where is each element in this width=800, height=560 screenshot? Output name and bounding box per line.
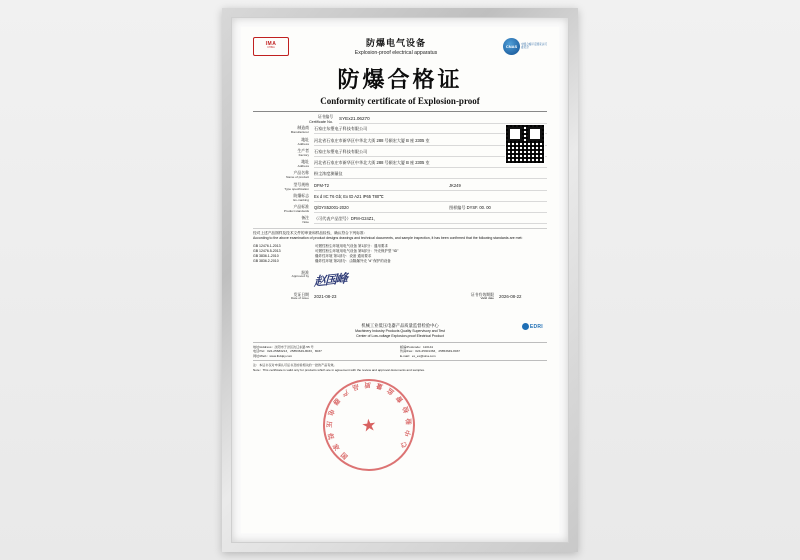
date-of-issue-label-cn: 发证日期 (293, 291, 309, 297)
date-of-issue-label-en: Date of issue (290, 296, 309, 301)
ima-logo-icon (253, 37, 289, 56)
seal-char: 量 (375, 381, 385, 391)
contact-fax: 传真/Fax：024-25301363、25853649-8037 (400, 349, 461, 354)
drawing-number-block (449, 205, 547, 211)
field-value-product-standards (314, 205, 547, 213)
field-label-factory (253, 149, 314, 158)
seal-ring-text (320, 376, 418, 474)
standard-code: GB 12476.5-2013 (253, 248, 281, 253)
contact-web: 网址/Web：www.lbdqky.com (253, 353, 293, 358)
field-row-ex-marking (253, 194, 547, 203)
standard-name: 可燃性粉尘环境用电气设备 第5部分：外壳保护型 "tD" (315, 248, 399, 253)
field-value-manufacturer: 石家庄东塑电子科技有限公司 (314, 126, 547, 134)
certificate-number-label-en: Certificate No. (308, 119, 333, 124)
contact-column-right (400, 345, 547, 358)
ima-logo-text: IMA (265, 40, 277, 47)
issuing-org-cn: 机械工业低压电器产品质量监督检验中心 (361, 323, 439, 329)
seal-char: 家 (330, 443, 340, 453)
seal-char: 压 (324, 420, 333, 428)
contact-postcode: 邮编/Postcode：110141 (400, 344, 434, 349)
seal-char: 中 (404, 429, 413, 438)
field-label-en: Factory (298, 152, 309, 157)
standard-code: GB 3836.1-2010 (253, 254, 279, 258)
standard-name: 爆炸性环境 第2部分：由隔爆外壳 "d" 保护的设备 (315, 259, 391, 264)
declaration-block (253, 228, 547, 241)
qr-code-icon (505, 124, 545, 164)
standard-item (253, 259, 547, 264)
field-row-product-name (253, 171, 547, 180)
seal-char: 产 (340, 387, 350, 398)
contact-block (253, 342, 547, 358)
drawing-number-value: DYSF. 00. 00 (466, 205, 491, 211)
field-label-note (253, 216, 314, 225)
standard-name: 爆炸性环境 第1部分：设备 通用要求 (315, 254, 372, 258)
valid-date-label-cn: 证书有效期限 (470, 291, 494, 297)
date-of-issue-value: 2021-08-23 (314, 293, 337, 299)
field-label-en: Address (297, 141, 309, 146)
field-label-en: Product standards (283, 208, 309, 213)
header-title-cn: 防爆电气设备 (365, 38, 426, 48)
field-label-cn: 型号规格 (293, 181, 309, 187)
standard-name: 可燃性粉尘环境用电气设备 第1部分：通用要求 (315, 243, 388, 248)
field-label-cn: 产品标准 (293, 204, 309, 210)
field-label-cn: 防爆标志 (293, 192, 309, 198)
cnas-logo-text: 中国合格评定国家认可委员会 (521, 42, 547, 49)
seal-char: 验 (405, 418, 413, 425)
field-row-address-1 (253, 138, 547, 147)
approval-row (253, 271, 547, 288)
ima-logo-subtext: CHINA (267, 46, 275, 50)
field-label-type-specification (253, 183, 314, 192)
main-title-en: Conformity certificate of Explosion-proof (320, 96, 480, 106)
edri-logo-mark (522, 323, 529, 330)
standard-code: GB 3836.2-2010 (253, 259, 279, 264)
field-row-address-2 (253, 160, 547, 169)
seal-star-icon: ★ (360, 414, 378, 436)
edri-logo-icon (522, 323, 543, 330)
field-value-address-1: 河北省石家庄市新华区中华北大街 288 号颐宏大厦 B 座 2305 室 (314, 138, 547, 146)
valid-date-value: 2026-08-22 (499, 293, 522, 299)
field-label-cn: 备注 (301, 215, 309, 221)
field-label-cn: 生产者 (297, 147, 309, 153)
certificate-document (241, 27, 559, 533)
field-label-address-1 (253, 138, 314, 147)
approver-signature: 赵国峰 (313, 270, 348, 289)
standard-code: GB 12476.1-2013 (253, 243, 281, 248)
declaration-en: According to the above examination of product designs drawings and technical documents, and sample inspection, it has been confirmed that the following standards are met: (253, 236, 523, 241)
header-title-block (289, 36, 503, 56)
field-label-product-standards (253, 205, 314, 214)
seal-char: 电 (325, 407, 335, 417)
certificate-number-value: SYEx21.06270 (339, 115, 547, 124)
certificate-frame (222, 8, 578, 552)
field-value-type-specification (314, 183, 547, 191)
issuing-org-en-1: Machinery Industry Products Quality Supervisory and Test (355, 329, 445, 334)
certificate-number-label (297, 115, 333, 124)
issuing-organization (253, 323, 547, 338)
type-specification-secondary: JK249 (449, 182, 461, 188)
field-row-note (253, 216, 547, 225)
seal-char: 督 (395, 394, 405, 404)
footer-note-en: Note：This certificate is valid only for products which are in agreement with the review and approval documents and samples. (253, 367, 425, 372)
seal-char: 低 (325, 432, 335, 441)
seal-char: 质 (364, 380, 371, 389)
frame-inner-mat (231, 17, 569, 543)
field-label-cn: 地址 (301, 136, 309, 142)
field-label-product-name (253, 171, 314, 180)
valid-date-label-en: Valid date (480, 296, 494, 301)
field-label-cn: 产品名称 (293, 170, 309, 176)
field-label-manufacturer (253, 126, 314, 135)
drawing-number-label-cn: 图样编号 (449, 205, 466, 211)
approved-by-label-cn: 批准 (301, 269, 309, 275)
approved-by-label (253, 271, 314, 280)
header-title-en: Explosion-proof electrical apparatus (354, 50, 438, 56)
seal-char: 检 (402, 405, 411, 414)
contact-address: 地址/Address：沈阳市于洪区沈辽东路 55 号 (253, 344, 314, 349)
field-value-note: （可代表产品型号）DFM-G24Z1、 (314, 216, 547, 224)
main-title-cn: 防爆合格证 (337, 68, 463, 93)
seal-char: 监 (386, 386, 396, 396)
field-value-address-2: 河北省石家庄市新华区中华北大街 288 号颐宏大厦 B 座 2305 室 (314, 160, 547, 168)
contact-tel: 电话/Tel：024-25683213、25853649-8033、8037 (253, 349, 322, 354)
field-row-manufacturer (253, 126, 547, 135)
certificate-number-row (253, 115, 547, 124)
footer-note (253, 360, 547, 372)
seal-char: 品 (351, 382, 360, 391)
seal-char: 国 (338, 451, 349, 462)
issuing-org-en-2: Center of Low-voltage Explosion-proof Electrical Product (356, 333, 444, 338)
seal-char: 器 (331, 396, 341, 406)
valid-date-label (442, 293, 499, 302)
field-label-en: Name of product (286, 175, 309, 180)
seal-char: 心 (399, 440, 409, 450)
field-row-factory (253, 149, 547, 158)
main-title-block (253, 63, 547, 106)
product-standard-value: Q/DYS52001-2020 (314, 205, 349, 211)
field-row-product-standards (253, 205, 547, 214)
field-value-ex-marking: Ex d IIC T6 Gb; Ex tD A21 IP65 T80℃ (314, 194, 547, 202)
field-label-en: Note (302, 220, 309, 225)
type-specification-primary: DFM-T2 (314, 182, 330, 188)
contact-email: E-mail：ex_ex@sina.com (400, 353, 436, 358)
standards-list (253, 244, 547, 265)
field-value-product-name: 粉尘浓度测量仪 (314, 171, 547, 179)
field-label-cn: 地址 (301, 159, 309, 165)
certificate-number-label-cn: 证书编号 (317, 115, 333, 119)
field-value-factory: 石家庄东塑电子科技有限公司 (314, 149, 547, 157)
edri-logo-text: EDRI (529, 323, 543, 330)
field-label-en: Address (297, 164, 309, 169)
title-divider (253, 111, 547, 112)
approved-by-label-en: Approved by (291, 274, 309, 279)
certificate-header (253, 33, 547, 59)
cnas-logo-icon (503, 38, 547, 55)
field-label-en: Type specification (284, 186, 309, 191)
date-of-issue-label (253, 293, 314, 302)
field-label-ex-marking (253, 194, 314, 203)
certificate-fields (253, 126, 547, 225)
cnas-badge: CNAS (503, 38, 520, 55)
field-row-type-specification (253, 183, 547, 192)
footer-note-cn: 注：本证书仅对申请认可证书及检验相关的一批的产品有效。 (253, 363, 337, 368)
field-label-en: Manufacturer (290, 130, 309, 135)
field-label-address-2 (253, 160, 314, 169)
contact-column-left (253, 345, 400, 358)
declaration-cn: 经对上述产品图样及技术文件的审查和样品检验，确认符合下列标准： (253, 231, 368, 236)
field-label-cn: 制造商 (297, 125, 309, 131)
dates-row (253, 293, 547, 302)
official-red-seal (318, 374, 421, 477)
field-label-en: Ex-marking (293, 197, 309, 202)
